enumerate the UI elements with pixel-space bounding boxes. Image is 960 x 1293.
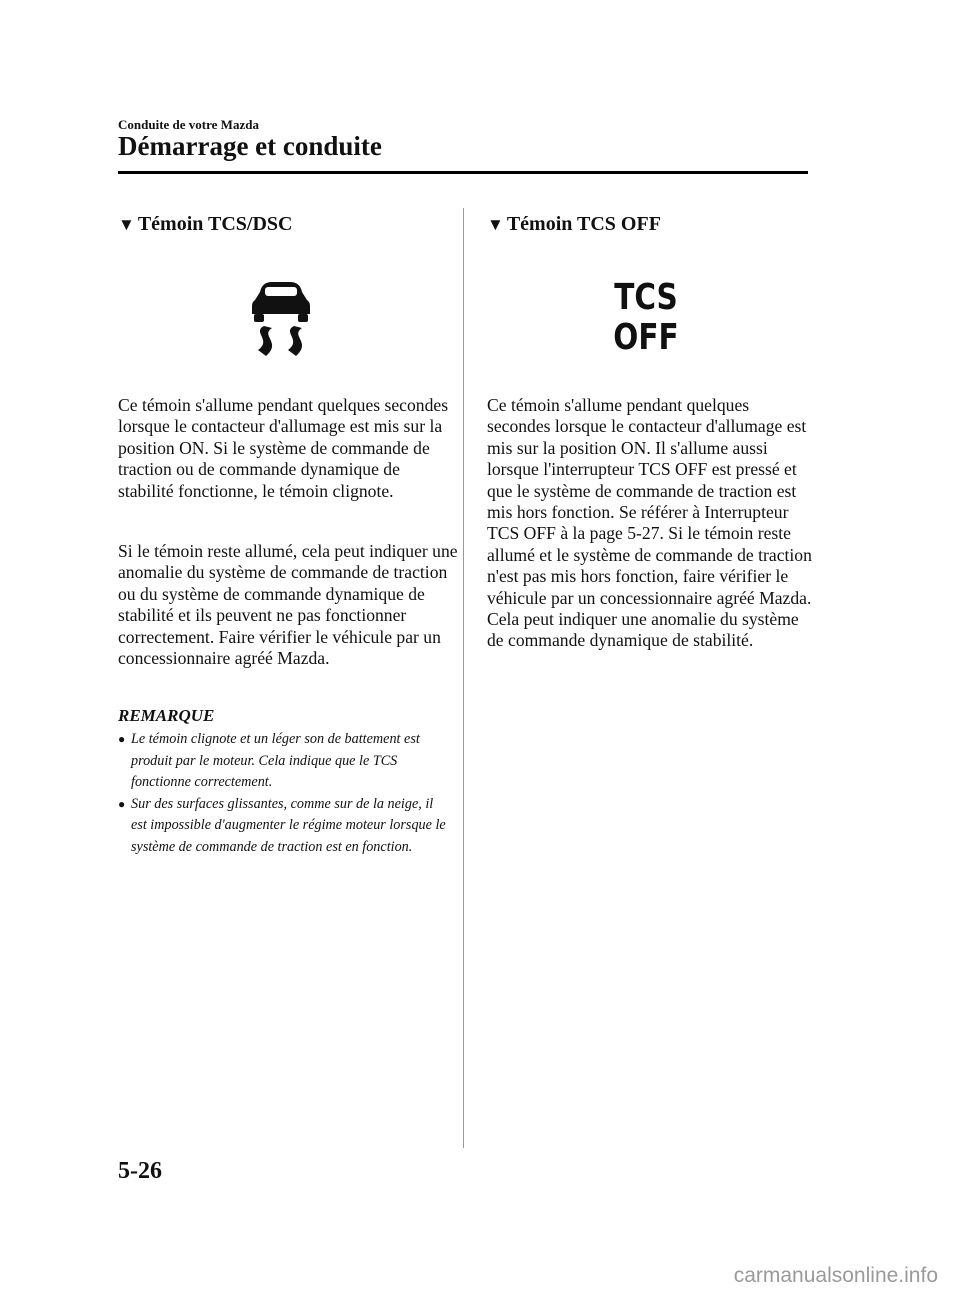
tcs-off-icon-line1: TCS: [614, 275, 678, 318]
heading-tcs-off: [487, 213, 661, 236]
chapter-title: Démarrage et conduite: [118, 131, 382, 161]
tcs-dsc-skid-car-icon: [250, 280, 312, 358]
column-divider: [463, 208, 464, 1148]
tcs-off-paragraph: Ce témoin s'allume pendant quelques secondes lorsque le contacteur d'allumage est mis sur la position ON. Il s'allume aussi lorsque l'interrupteur TCS OFF est pressé et que le système de commande de traction est mis hors fonction. Se référer à Interrupteur TCS OFF à la page 5-27. Si le témoin reste allumé et le système de commande de traction n'est pas mis hors fonction, faire vérifier le véhicule par un concessionnaire agréé Mazda. Cela peut indiquer une anomalie du système de commande dynamique de stabilité.: [487, 395, 812, 651]
note-text: Le témoin clignote et un léger son de battement est produit par le moteur. Cela indique que le TCS fonctionne correctement.: [131, 731, 420, 790]
triangle-down-icon: ▼: [118, 215, 135, 234]
tcs-dsc-paragraph-2: Si le témoin reste allumé, cela peut indiquer une anomalie du système de commande de traction ou du système de commande dynamique de stabilité et ils peuvent ne pas fonctionner correctement. Faire vérifier le véhicule par un concessionnaire agréé Mazda.: [118, 541, 458, 669]
list-item: [118, 794, 448, 859]
list-item: [118, 729, 448, 794]
bullet-icon: ●: [118, 732, 126, 746]
heading-tcs-off-text: Témoin TCS OFF: [506, 213, 661, 235]
tcs-off-icon-line2: OFF: [613, 315, 679, 355]
triangle-down-icon: ▼: [487, 215, 504, 234]
watermark: carmanualsonline.info: [733, 1264, 938, 1287]
section-label: Conduite de votre Mazda: [118, 117, 259, 132]
tcs-off-indicator-icon: [606, 275, 686, 355]
note-title: REMARQUE: [118, 706, 215, 725]
note-text: Sur des surfaces glissantes, comme sur de la neige, il est impossible d'augmenter le régime moteur lorsque le système de commande de traction est en fonction.: [131, 795, 446, 855]
heading-tcs-dsc: [118, 213, 293, 236]
heading-tcs-dsc-text: Témoin TCS/DSC: [137, 213, 293, 235]
bullet-icon: ●: [118, 796, 126, 811]
tcs-dsc-paragraph-1: Ce témoin s'allume pendant quelques secondes lorsque le contacteur d'allumage est mis sur la position ON. Si le système de commande de traction ou de commande dynamique de stabilité fonctionne, le témoin clignote.: [118, 395, 449, 501]
page-number: 5-26: [118, 1158, 162, 1184]
note-list: [118, 729, 448, 858]
title-rule: [118, 171, 808, 174]
